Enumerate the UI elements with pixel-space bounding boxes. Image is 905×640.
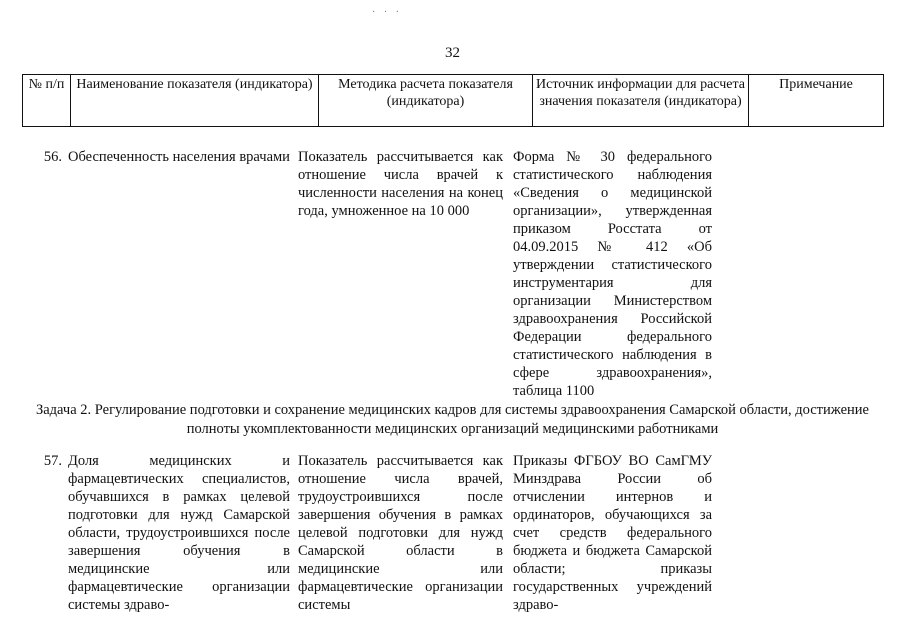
- row-56-name: Обеспеченность населения врачами: [68, 149, 290, 165]
- page-number: 32: [445, 45, 460, 61]
- row-56-source: Форма № 30 федерального статистического наблюдения «Сведения о медицинской организации», утвержденная приказом Росстата от 04.09.2015 № 412 «Об утверждении статистического инструментария для организации Министерством здравоохранения Российской Федерации федерального статистического наблюдения в сфере здравоохранения», таблица 1100: [513, 149, 712, 399]
- row-56-number: 56.: [43, 149, 62, 165]
- row-57-name: Доля медицинских и фармацевтических специалистов, обучавшихся в рамках целевой подготовки для нужд Самарской области, трудоустроившихся после завершения обучения в медицинские или фармацевтические организации системы здраво-: [68, 453, 290, 613]
- row-57-number: 57.: [43, 453, 62, 469]
- row-56-method: Показатель рассчитывается как отношение числа врачей к численности населения на конец года, умноженное на 10 000: [298, 149, 503, 219]
- scan-speckles: · · ·: [372, 7, 402, 18]
- header-source: Источник информации для расчета значения показателя (индикатора): [533, 75, 749, 127]
- header-no: № п/п: [23, 75, 71, 127]
- task-heading: Задача 2. Регулирование подготовки и сохранение медицинских кадров для системы здравоохранения Самарской области, достижение полноты укомплектованности медицинских организаций медицинскими работниками: [35, 402, 869, 437]
- header-note: Примечание: [749, 75, 884, 127]
- header-row: [23, 75, 884, 127]
- row-57-method: Показатель рассчитывается как отношение числа врачей, трудоустроившихся после завершения обучения в рамках целевой подготовки для нужд Самарской области в медицинские или фармацевтические организации системы: [298, 453, 503, 613]
- header-name: Наименование показателя (индикатора): [71, 75, 319, 127]
- row-57-source: Приказы ФГБОУ ВО СамГМУ Минздрава России об отчислении интернов и ординаторов, обучающихся за счет средств федерального бюджета и бюджета Самарской области; приказы государственных учреждений здраво-: [513, 453, 712, 613]
- header-table: [22, 74, 884, 127]
- header-method: Методика расчета показателя (индикатора): [319, 75, 533, 127]
